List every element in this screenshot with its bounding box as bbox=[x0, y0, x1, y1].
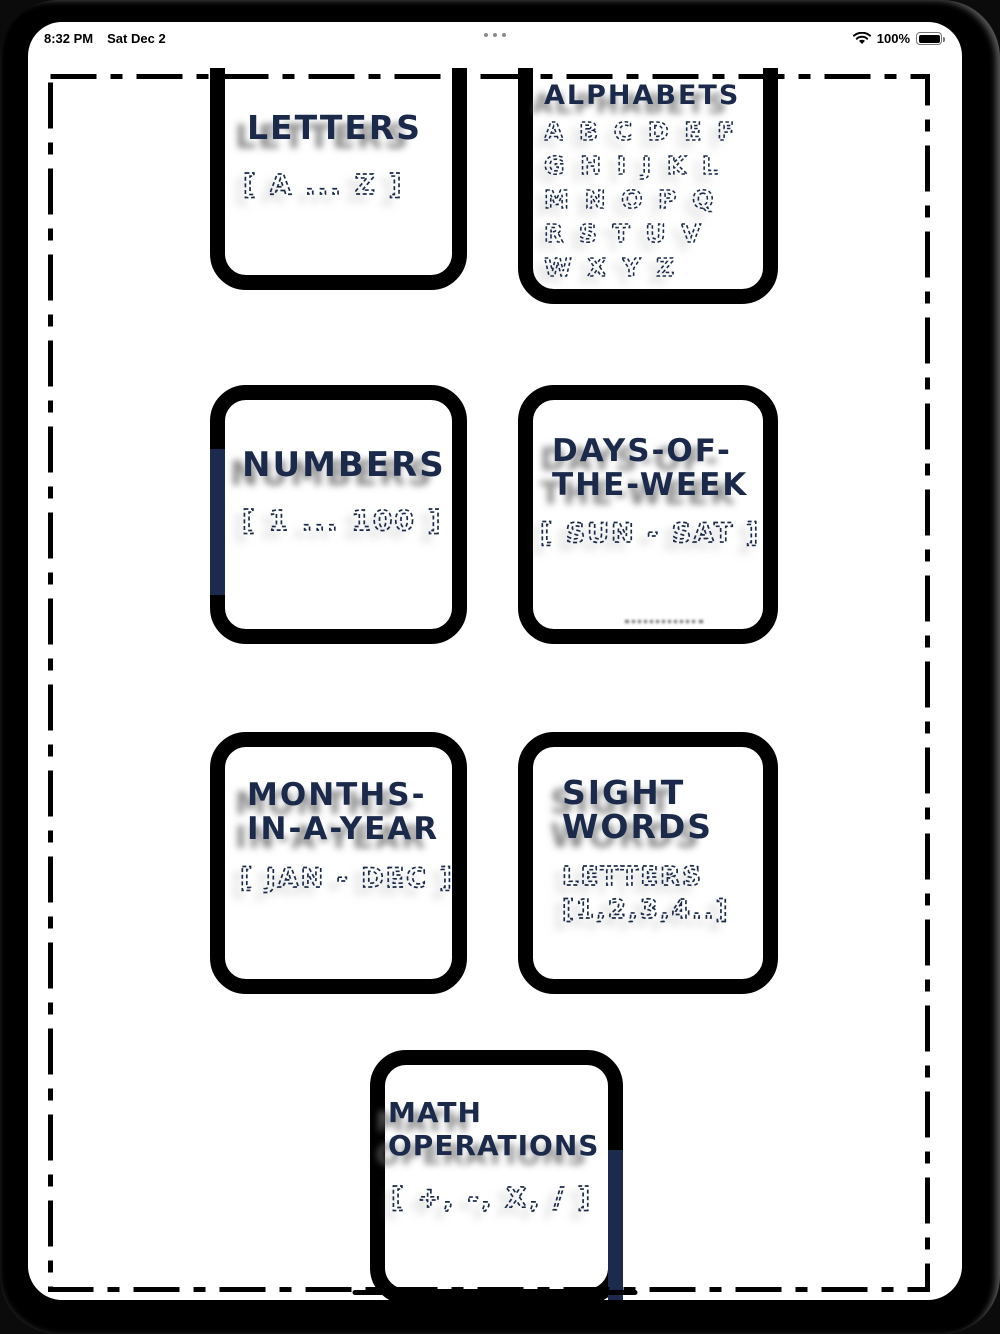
battery-percent-label: 100% bbox=[876, 31, 910, 46]
tile-months-in-a-year[interactable] bbox=[210, 732, 467, 994]
status-time: 8:32 PM bbox=[44, 31, 94, 46]
status-date: Sat Dec 2 bbox=[107, 31, 166, 46]
svg-text:LETTERS: LETTERS bbox=[562, 862, 703, 892]
tile-numbers[interactable] bbox=[210, 385, 467, 644]
tile-letters[interactable] bbox=[210, 68, 467, 290]
status-indicators bbox=[853, 31, 942, 46]
tile-days-subtitle bbox=[538, 512, 760, 556]
svg-text:R S T U V: R S T U V bbox=[544, 219, 703, 248]
tile-math-title: MATH OPERATIONS bbox=[388, 1096, 600, 1162]
menu-scroll-area[interactable] bbox=[28, 68, 962, 1300]
tile-sight-words[interactable] bbox=[518, 732, 778, 994]
tile-sight-words-subtitle bbox=[560, 855, 750, 933]
status-time-date bbox=[44, 31, 166, 46]
svg-text:[ A ... Z ]: [ A ... Z ] bbox=[243, 168, 404, 201]
tile-alphabets[interactable] bbox=[518, 68, 778, 304]
svg-text:[ +, -, X, / ]: [ +, -, X, / ] bbox=[391, 1181, 593, 1214]
tile-days-of-week[interactable] bbox=[518, 385, 778, 644]
svg-text:[ JAN - DEC ]: [ JAN - DEC ] bbox=[240, 863, 454, 894]
tile-numbers-title: NUMBERS bbox=[242, 445, 446, 485]
wifi-icon bbox=[853, 32, 871, 45]
tile-math-subtitle bbox=[389, 1177, 607, 1221]
tile-sight-words-title: SIGHT WORDS bbox=[562, 773, 714, 846]
svg-text:A B C D E F: A B C D E F bbox=[544, 117, 737, 146]
svg-text:[ SUN - SAT ]: [ SUN - SAT ] bbox=[540, 518, 761, 549]
tile-days-title: DAYS-OF- THE-WEEK bbox=[552, 433, 749, 503]
tile-letters-subtitle bbox=[241, 164, 441, 208]
tile-letters-title: LETTERS bbox=[247, 108, 423, 147]
smudge-artifact bbox=[625, 620, 703, 623]
tile-alphabets-title: ALPHABETS bbox=[544, 80, 741, 111]
tile-numbers-subtitle bbox=[240, 500, 445, 544]
svg-text:M N O P Q: M N O P Q bbox=[544, 185, 716, 214]
app-screen bbox=[28, 22, 962, 1300]
tile-months-title: MONTHS- IN-A-YEAR bbox=[247, 777, 440, 847]
math-border-stripe bbox=[608, 1150, 623, 1300]
status-bar bbox=[28, 22, 962, 50]
tile-months-subtitle bbox=[238, 857, 460, 901]
numbers-border-stripe bbox=[210, 449, 225, 595]
home-indicator[interactable] bbox=[353, 1290, 638, 1295]
svg-text:G H I J K L: G H I J K L bbox=[544, 151, 720, 180]
svg-text:W X Y Z: W X Y Z bbox=[544, 253, 677, 282]
svg-text:[ 1 ... 100 ]: [ 1 ... 100 ] bbox=[242, 504, 443, 537]
battery-icon bbox=[916, 32, 942, 45]
tile-alphabets-letter-grid bbox=[542, 107, 757, 287]
svg-text:[1,2,3,4..]: [1,2,3,4..] bbox=[562, 895, 730, 925]
tile-math-operations[interactable] bbox=[370, 1050, 623, 1300]
multitask-dots-icon[interactable] bbox=[484, 33, 506, 37]
